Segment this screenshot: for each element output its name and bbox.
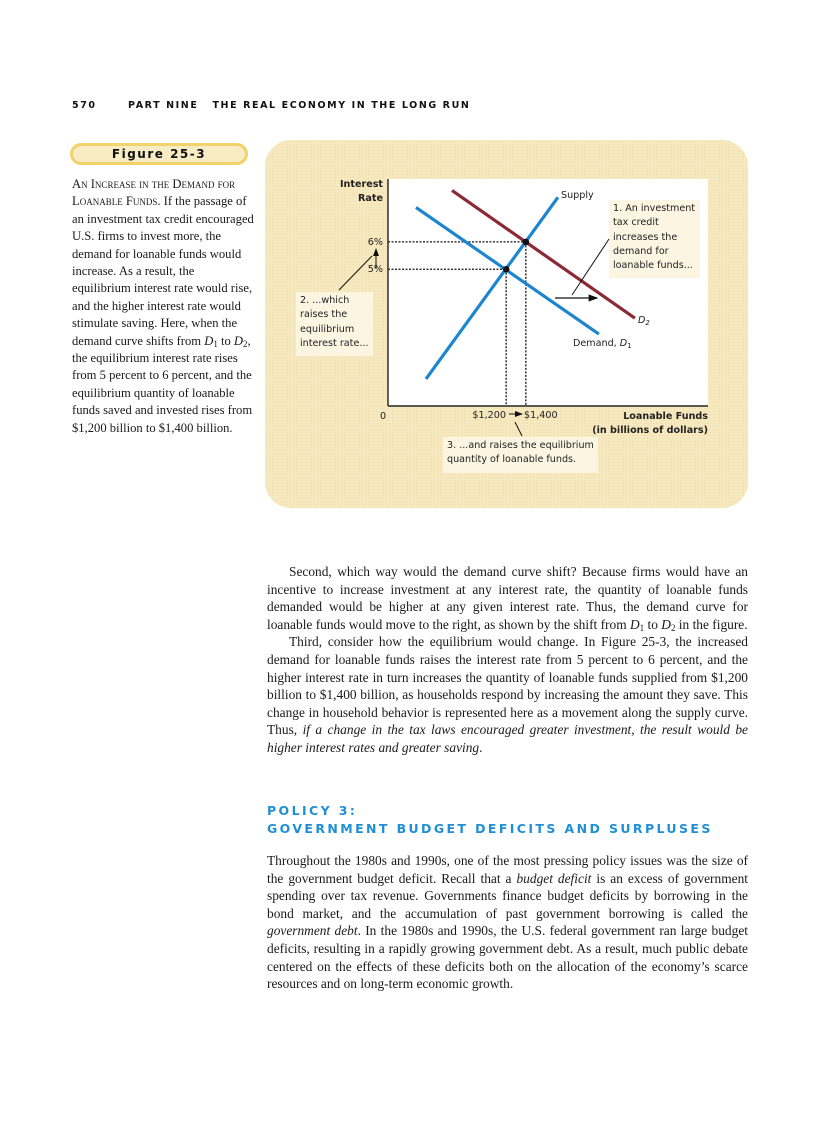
origin-label: 0 [380,411,387,422]
annotation-3: 3. ...and raises the equilibrium quantity of loanable funds. [443,437,598,473]
x-axis-label-1: Loanable Funds [623,411,708,422]
y-tick-5: 5% [367,264,383,275]
figure-label: Figure 25-3 [70,143,248,165]
y-axis-label-1: Interest [339,179,383,190]
y-tick-6: 6% [367,237,383,248]
body-text-upper [267,563,748,757]
d2-label: $D_2$ [638,315,650,327]
demand-d1-label: Demand, $D_1$ [573,338,632,350]
body-text-lower [267,852,748,993]
caption-sub: 1 [213,338,218,349]
caption-d: D [204,333,214,348]
paragraph: Third, consider how the equilibrium would change. In Figure 25-3, the increased demand for loanable funds raises the interest rate from 5 percent to 6 percent, and the higher interest rate in turn increases the quantity of loanable funds supplied from $1,200 billion to $1,400 billion, as households respond by increasing the amount they save. This change in household behavior is represented here as a movement along the supply curve. Thus, if a change in the tax laws encouraged greater investment, the result would be higher interest rates and greater saving. [267,634,748,755]
section-heading-line-1: POLICY 3: [267,803,358,818]
annotation-3-leader [515,422,522,436]
caption-text: to [217,333,234,348]
equilibrium-point-0 [503,266,510,273]
section-heading-line-2: GOVERNMENT BUDGET DEFICITS AND SURPLUSES [267,821,713,836]
caption-text: If the passage of an investment tax credit encouraged U.S. firms to invest more, the demand for loanable funds would increase. As a result, the equilibrium interest rate would rise, and the higher interest rate would stimulate saving. Here, when the demand curve shifts from [72,194,254,348]
caption-title: An Increase in the Demand for Loanable Funds. [72,177,236,209]
caption-d: D [233,333,244,348]
x-tick-1200: $1,200 [472,410,506,421]
y-axis-label-2: Rate [358,193,383,204]
caption-sub: 2 [243,338,248,349]
equilibrium-point-1 [523,239,530,246]
supply-label: Supply [561,190,594,201]
part-label: PART NINE [128,100,199,111]
caption-text: , the equilibrium interest rate rises from 5 percent to 6 percent, and the equilibrium quantity of loanable funds saved and invested rises from $1,200 billion to $1,400 billion. [72,333,253,435]
annotation-2: 2. ...which raises the equilibrium interest rate... [296,292,373,356]
x-axis-label-2: (in billions of dollars) [592,425,708,436]
page-number: 570 [72,100,97,111]
x-tick-1400: $1,400 [524,410,558,421]
paragraph: Second, which way would the demand curve shift? Because firms would have an incentive to increase investment at any interest rate, the quantity of loanable funds demanded would be higher at any given interest rate. Thus, the demand curve for loanable funds would move to the right, as shown by the shift from $D_1$ to $D_2$ in the figure. [267,564,748,633]
paragraph: Throughout the 1980s and 1990s, one of the most pressing policy issues was the size of the government budget deficit. Recall that a budget deficit is an excess of government spending over tax revenue. Governments finance budget deficits by borrowing in the bond market, and the accumulation of past government borrowing is called the government debt. In the 1980s and 1990s, the U.S. federal government ran large budget deficits, resulting in a rapidly growing government debt. As a result, much public debate centered on the effects of these deficits both on the allocation of the economy’s scarce resources and on long-term economic growth. [267,853,748,992]
chapter-part-title: THE REAL ECONOMY IN THE LONG RUN [212,100,471,111]
curve-supply [426,197,558,379]
section-heading [267,802,713,838]
curve-d2 [452,190,635,318]
annotation-1: 1. An investment tax credit increases the demand for loanable funds... [609,200,700,278]
